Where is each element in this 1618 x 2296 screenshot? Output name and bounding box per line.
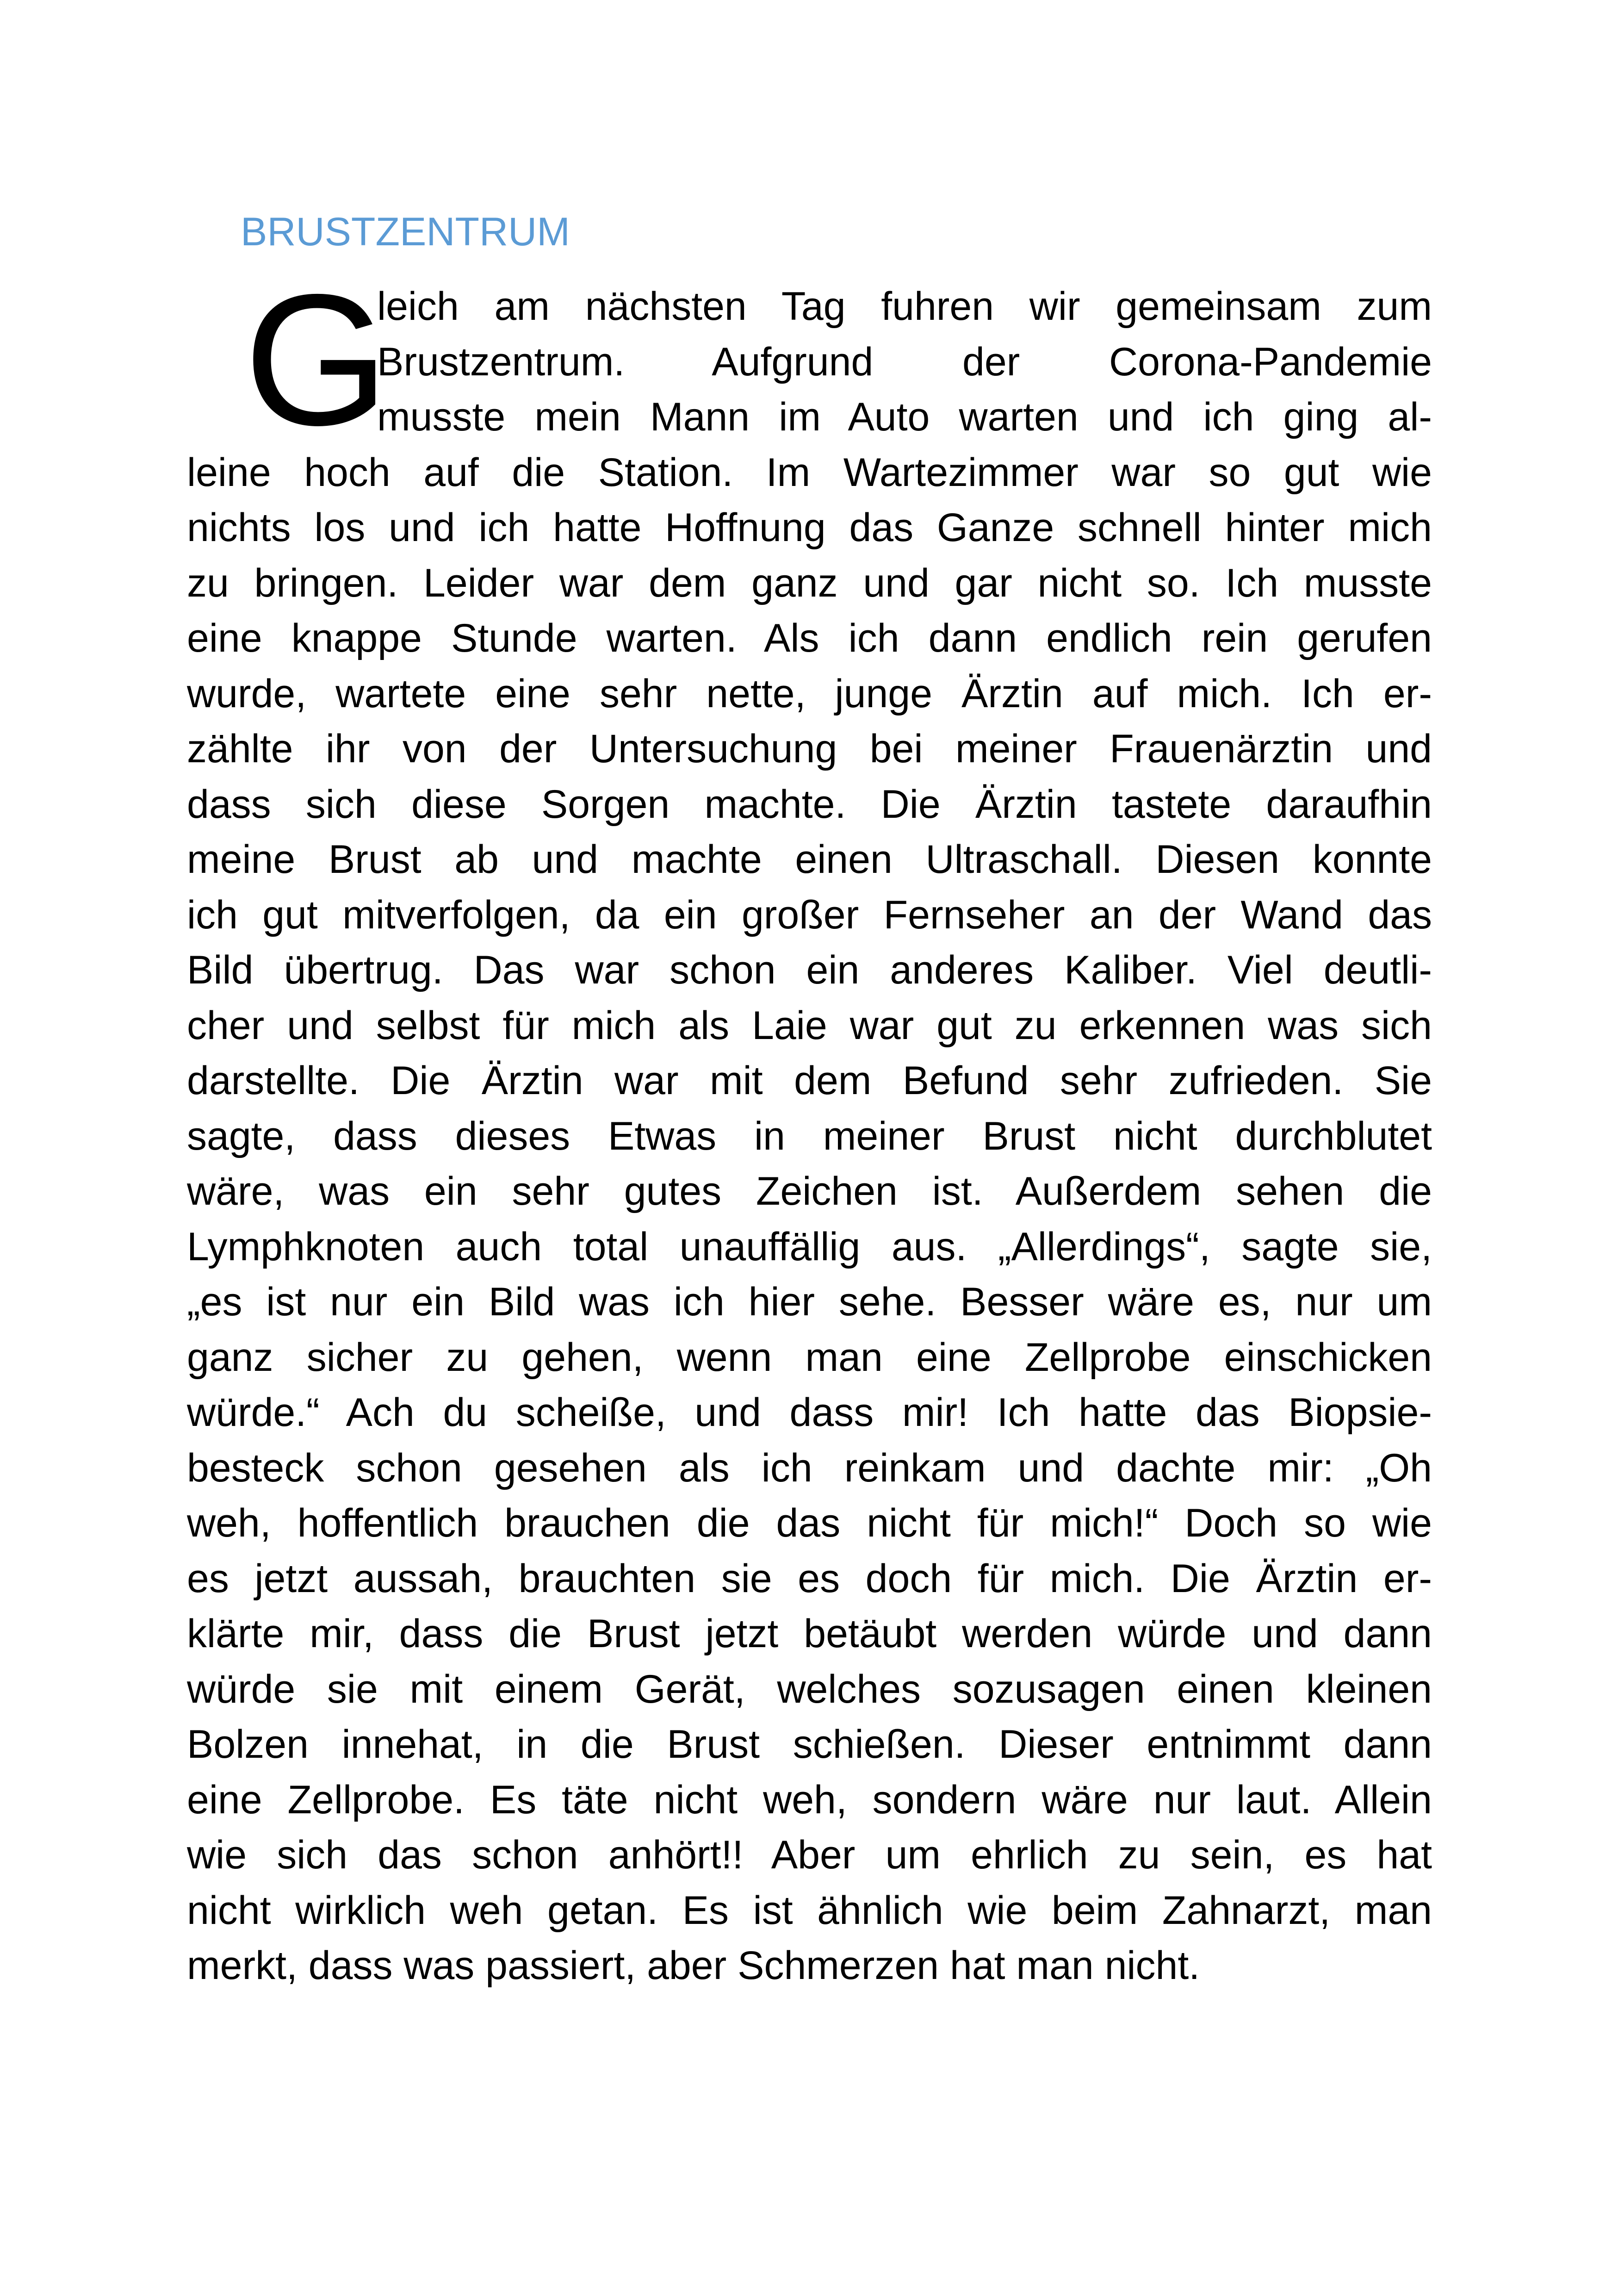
text-line: eine Zellprobe. Es täte nicht weh, sondern wäre nur laut. Allein [187,1778,1432,1822]
text-line: meine Brust ab und machte einen Ultraschall. Diesen konnte [187,837,1432,882]
text-line: merkt, dass was passiert, aber Schmerzen hat man nicht. [187,1943,1200,1988]
text-line: dass sich diese Sorgen machte. Die Ärztin tastete daraufhin [187,782,1432,827]
text-line: klärte mir, dass die Brust jetzt betäubt werden würde und dann [187,1612,1432,1656]
text-line: weh, hoffentlich brauchen die das nicht für mich!“ Doch so wie [187,1501,1432,1545]
text-line: eine knappe Stunde warten. Als ich dann endlich rein gerufen [187,616,1432,660]
text-line: zu bringen. Leider war dem ganz und gar nicht so. Ich musste [187,561,1432,605]
chapter-heading: BRUSTZENTRUM [241,210,570,254]
text-line: wurde, wartete eine sehr nette, junge Ärztin auf mich. Ich er- [187,672,1432,716]
drop-cap: G [244,255,390,464]
text-line: zählte ihr von der Untersuchung bei meiner Frauenärztin und [187,727,1432,771]
text-line: nicht wirklich weh getan. Es ist ähnlich wie beim Zahnarzt, man [187,1888,1432,1933]
text-line: ganz sicher zu gehen, wenn man eine Zellprobe einschicken [187,1335,1432,1380]
text-line: es jetzt aussah, brauchten sie es doch für mich. Die Ärztin er- [187,1556,1432,1601]
text-line: Brustzentrum. Aufgrund der Corona-Pandemie [377,340,1432,384]
text-line: Bild übertrug. Das war schon ein anderes Kaliber. Viel deutli- [187,948,1432,992]
text-line: wäre, was ein sehr gutes Zeichen ist. Außerdem sehen die [187,1169,1432,1213]
text-line: leine hoch auf die Station. Im Wartezimmer war so gut wie [187,450,1432,495]
text-line: würde sie mit einem Gerät, welches sozusagen einen kleinen [187,1667,1432,1711]
text-line: würde.“ Ach du scheiße, und dass mir! Ich hatte das Biopsie- [187,1390,1432,1435]
text-line: musste mein Mann im Auto warten und ich ging al- [377,395,1432,439]
text-line: nichts los und ich hatte Hoffnung das Ganze schnell hinter mich [187,505,1432,550]
text-line: besteck schon gesehen als ich reinkam und dachte mir: „Oh [187,1446,1432,1490]
text-line: ich gut mitverfolgen, da ein großer Fernseher an der Wand das [187,893,1432,937]
text-line: sagte, dass dieses Etwas in meiner Brust nicht durchblutet [187,1114,1432,1158]
text-line: leich am nächsten Tag fuhren wir gemeinsam zum [377,284,1432,329]
text-line: „es ist nur ein Bild was ich hier sehe. Besser wäre es, nur um [187,1280,1432,1324]
text-line: wie sich das schon anhört!! Aber um ehrlich zu sein, es hat [187,1833,1432,1877]
text-line: cher und selbst für mich als Laie war gut zu erkennen was sich [187,1003,1432,1048]
text-line: darstellte. Die Ärztin war mit dem Befund sehr zufrieden. Sie [187,1058,1432,1103]
text-line: Bolzen innehat, in die Brust schießen. Dieser entnimmt dann [187,1722,1432,1767]
text-line: Lymphknoten auch total unauffällig aus. „Allerdings“, sagte sie, [187,1225,1432,1269]
